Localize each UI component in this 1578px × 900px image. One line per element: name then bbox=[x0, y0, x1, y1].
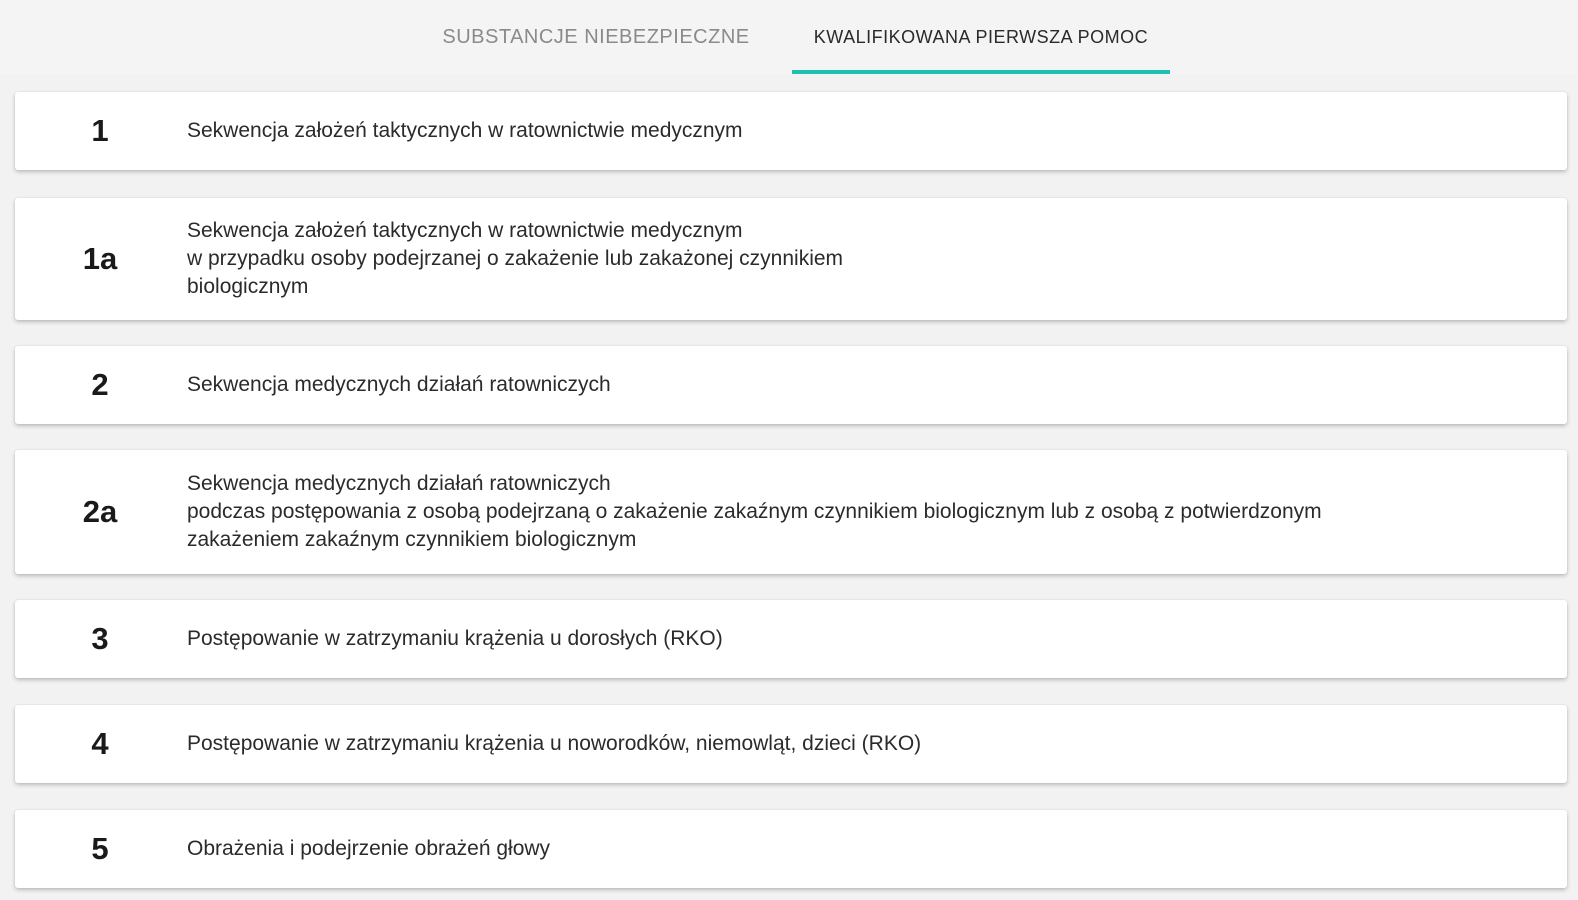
tab-bar bbox=[0, 0, 1578, 74]
item-title: Sekwencja założeń taktycznych w ratownictwie medycznym bbox=[187, 119, 743, 142]
item-title: Postępowanie w zatrzymaniu krążenia u dorosłych (RKO) bbox=[187, 627, 723, 650]
list-item[interactable] bbox=[15, 346, 1567, 424]
item-number: 2 bbox=[91, 367, 109, 402]
item-number: 5 bbox=[91, 831, 109, 866]
active-tab-indicator bbox=[792, 70, 1170, 74]
tab-substancje-niebezpieczne[interactable]: SUBSTANCJE NIEBEZPIECZNE bbox=[442, 25, 750, 48]
item-title: Sekwencja medycznych działań ratowniczych bbox=[187, 373, 611, 396]
list-item[interactable] bbox=[15, 198, 1567, 320]
list-item[interactable] bbox=[15, 450, 1567, 574]
item-number: 1a bbox=[82, 241, 118, 276]
item-title: Sekwencja medycznych działań ratowniczych podczas postępowania z osobą podejrzaną o zakażenie zakaźnym czynnikiem biologicznym lub z osobą z potwierdzonym zakażeniem zakaźnym czynnikiem biologicznym bbox=[187, 472, 1322, 551]
item-title: Sekwencja założeń taktycznych w ratownictwie medycznym w przypadku osoby podejrzanej o zakażenie lub zakażonej czynnikiem biologicznym bbox=[187, 219, 844, 298]
item-title: Postępowanie w zatrzymaniu krążenia u noworodków, niemowląt, dzieci (RKO) bbox=[187, 732, 922, 755]
list-item[interactable] bbox=[15, 810, 1567, 888]
item-number: 3 bbox=[91, 621, 109, 656]
item-number: 4 bbox=[91, 726, 109, 761]
item-title: Obrażenia i podejrzenie obrażeń głowy bbox=[187, 837, 551, 860]
list-item[interactable] bbox=[15, 705, 1567, 783]
list-item[interactable] bbox=[15, 600, 1567, 678]
item-number: 1 bbox=[91, 113, 109, 148]
list-item[interactable] bbox=[15, 92, 1567, 170]
tab-kwalifikowana-pierwsza-pomoc[interactable]: KWALIFIKOWANA PIERWSZA POMOC bbox=[813, 26, 1149, 47]
item-number: 2a bbox=[82, 494, 118, 529]
